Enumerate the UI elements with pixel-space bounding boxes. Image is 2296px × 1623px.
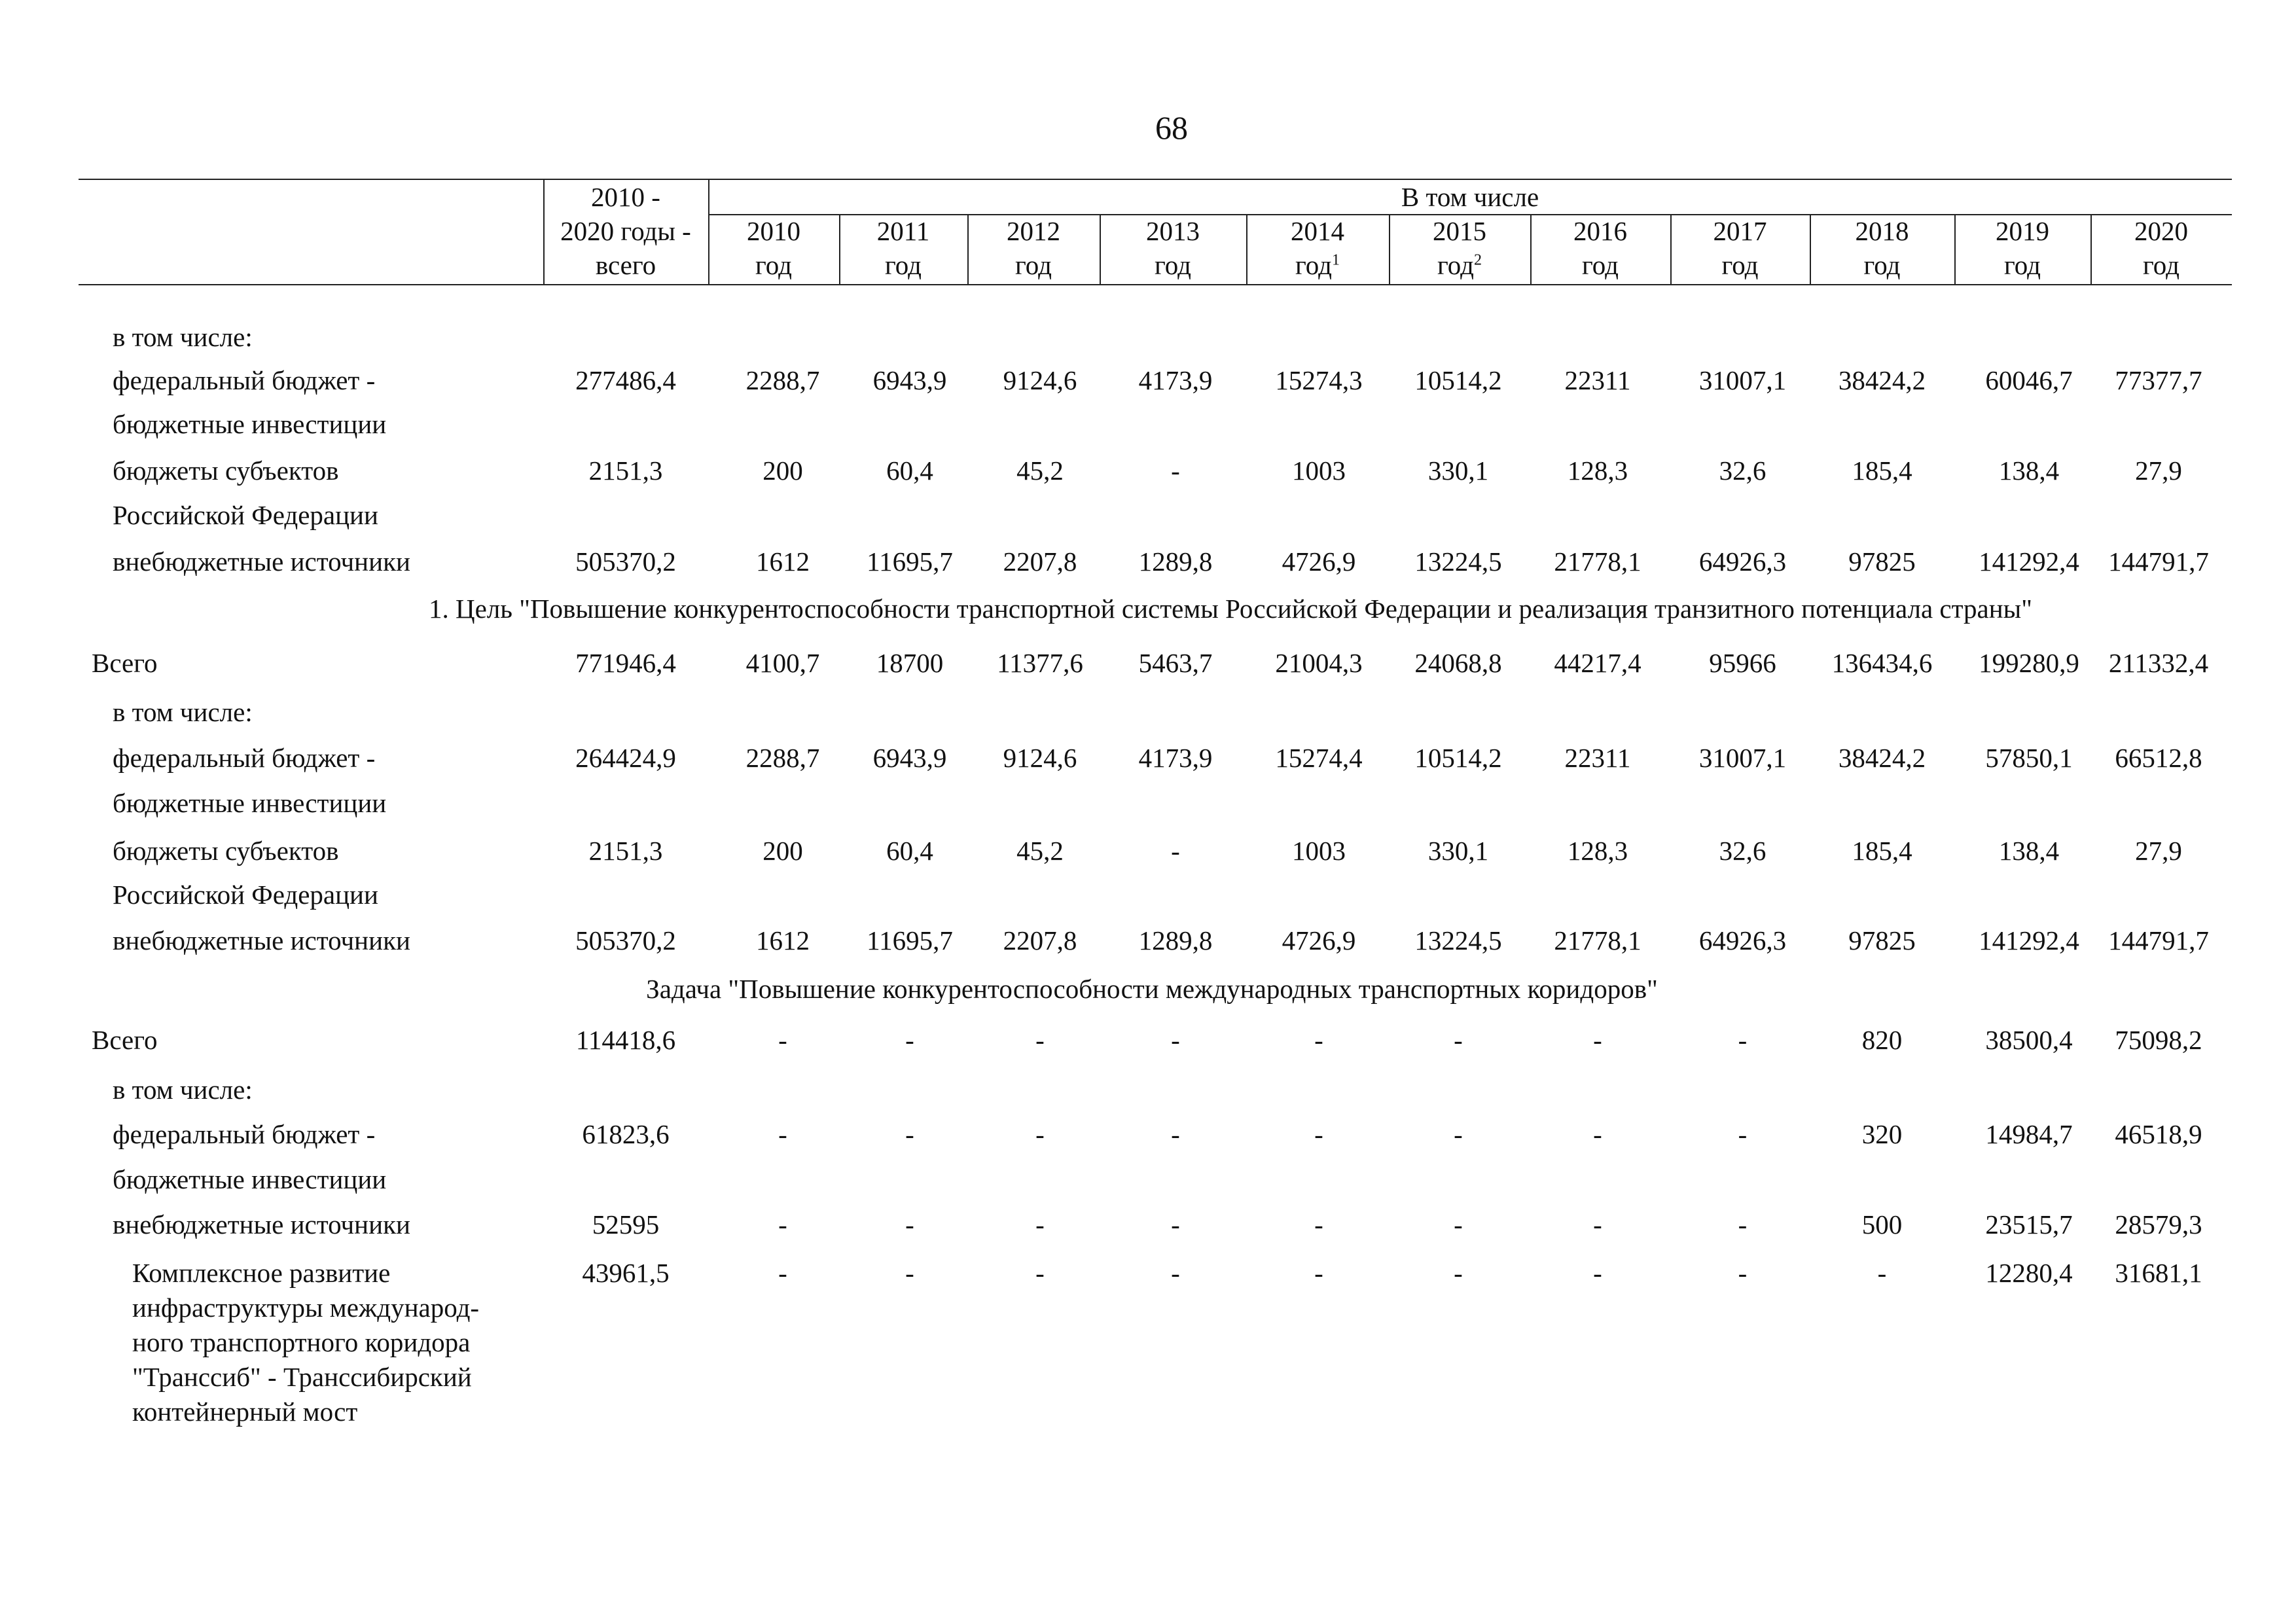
header-year: 2013 — [1146, 216, 1200, 246]
header-year: 2011 — [876, 216, 930, 246]
row-label: бюджетные инвестиции — [113, 788, 387, 818]
row-label: федеральный бюджет - — [113, 743, 376, 773]
row-label: федеральный бюджет - — [113, 365, 376, 395]
table-cell: - — [1171, 836, 1180, 866]
table-cell: 2288,7 — [745, 365, 820, 395]
header-year-unit-text: год — [1295, 250, 1332, 280]
table-cell: - — [1593, 1258, 1602, 1288]
header-year-unit-text: год — [2143, 250, 2179, 280]
header-year-unit-text: год — [1437, 250, 1474, 280]
table-cell: 45,2 — [1016, 455, 1064, 486]
table-cell: - — [778, 1209, 787, 1240]
header-year-unit — [1530, 249, 1670, 281]
row-label: Российской Федерации — [113, 500, 378, 530]
table-cell: 24068,8 — [1414, 648, 1502, 678]
header-group-label: В том числе — [1401, 182, 1539, 212]
header-year-unit — [839, 249, 967, 281]
footnote-marker: 1 — [1331, 251, 1340, 269]
table-cell: 1289,8 — [1138, 925, 1213, 955]
header-year: 2017 — [1713, 216, 1767, 246]
header-bottom-rule — [79, 284, 2232, 285]
table-cell: 31007,1 — [1698, 743, 1787, 773]
table-cell: - — [905, 1119, 914, 1149]
header-year: 2016 — [1573, 216, 1627, 246]
table-cell: - — [1035, 1119, 1045, 1149]
table-cell: 60,4 — [886, 836, 933, 866]
header-year-unit — [1246, 249, 1389, 281]
table-cell: - — [905, 1025, 914, 1055]
table-cell: 211332,4 — [2108, 648, 2209, 678]
table-cell: 14984,7 — [1985, 1119, 2073, 1149]
header-year-unit — [708, 249, 839, 281]
table-cell: 500 — [1861, 1209, 1903, 1240]
table-cell: 1289,8 — [1138, 546, 1213, 577]
table-cell: - — [1171, 455, 1180, 486]
row-label: бюджеты субъектов — [113, 455, 339, 486]
header-year-unit-text: год — [885, 250, 922, 280]
table-cell: - — [1314, 1209, 1323, 1240]
row-label: внебюджетные источники — [113, 546, 410, 577]
table-cell: 11695,7 — [867, 925, 953, 955]
header-year: 2020 — [2134, 216, 2188, 246]
table-cell: 45,2 — [1016, 836, 1064, 866]
table-cell: 21004,3 — [1275, 648, 1363, 678]
table-cell: 43961,5 — [582, 1258, 670, 1288]
project-label: Комплексное развитие инфраструктуры международ- ного транспортного коридора "Транссиб" - Транссибирский контейнерный мост — [132, 1258, 480, 1427]
table-cell: 4100,7 — [745, 648, 820, 678]
table-cell: 505370,2 — [575, 925, 676, 955]
table-cell: 144791,7 — [2108, 546, 2209, 577]
table-cell: 9124,6 — [1003, 743, 1077, 773]
table-cell: 38500,4 — [1985, 1025, 2073, 1055]
table-cell: 6943,9 — [872, 365, 947, 395]
table-cell: 2151,3 — [588, 836, 663, 866]
table-cell: 320 — [1861, 1119, 1903, 1149]
table-cell: 21778,1 — [1554, 925, 1641, 955]
header-year-unit — [2090, 249, 2232, 281]
table-cell: 2207,8 — [1003, 546, 1077, 577]
table-cell: 771946,4 — [575, 648, 676, 678]
table-cell: - — [1035, 1209, 1045, 1240]
table-cell: 31007,1 — [1698, 365, 1787, 395]
footnote-marker: 2 — [1473, 251, 1482, 269]
row-label: федеральный бюджет - — [113, 1119, 376, 1149]
table-cell: 28579,3 — [2115, 1209, 2202, 1240]
table-cell: 46518,9 — [2115, 1119, 2202, 1149]
table-cell: 21778,1 — [1554, 546, 1641, 577]
table-cell: 52595 — [592, 1209, 660, 1240]
header-year: 2010 — [747, 216, 800, 246]
table-cell: 27,9 — [2135, 836, 2182, 866]
table-cell: 264424,9 — [575, 743, 676, 773]
table-cell: - — [1454, 1119, 1463, 1149]
row-label: бюджетные инвестиции — [113, 1164, 387, 1194]
table-cell: 128,3 — [1567, 836, 1628, 866]
table-cell: 199280,9 — [1979, 648, 2079, 678]
table-cell: 9124,6 — [1003, 365, 1077, 395]
table-cell: 12280,4 — [1985, 1258, 2073, 1288]
table-cell: 11695,7 — [867, 546, 953, 577]
table-cell: - — [1035, 1258, 1045, 1288]
table-cell: 23515,7 — [1985, 1209, 2073, 1240]
page-number: 68 — [1155, 109, 1188, 146]
table-cell: 1612 — [756, 925, 810, 955]
row-label: Всего — [92, 648, 158, 678]
table-cell: 277486,4 — [575, 365, 676, 395]
table-cell: 60,4 — [886, 455, 933, 486]
table-cell: 75098,2 — [2115, 1025, 2202, 1055]
table-cell: 128,3 — [1567, 455, 1628, 486]
section-heading: 1. Цель "Повышение конкурентоспособности транспортной системы Российской Федерации и реализация транзитного потенциала страны" — [429, 594, 2032, 624]
header-year-unit-text: год — [2004, 250, 2041, 280]
table-cell: 31681,1 — [2115, 1258, 2202, 1288]
table-cell: - — [778, 1025, 787, 1055]
table-cell: - — [1171, 1209, 1180, 1240]
row-label: в том числе: — [113, 322, 253, 352]
table-cell: - — [1314, 1119, 1323, 1149]
table-cell: - — [1171, 1025, 1180, 1055]
table-cell: 2151,3 — [588, 455, 663, 486]
table-cell: 185,4 — [1852, 455, 1912, 486]
table-cell: 95966 — [1709, 648, 1776, 678]
table-cell: 505370,2 — [575, 546, 676, 577]
row-label: в том числе: — [113, 1075, 253, 1105]
table-cell: - — [1593, 1209, 1602, 1240]
table-cell: - — [1738, 1258, 1748, 1288]
table-cell: 15274,4 — [1275, 743, 1363, 773]
header-year-unit-text: год — [1863, 250, 1901, 280]
table-cell: 97825 — [1848, 546, 1916, 577]
table-cell: - — [1171, 1119, 1180, 1149]
table-cell: 2288,7 — [745, 743, 820, 773]
table-cell: - — [1314, 1025, 1323, 1055]
header-year-unit — [1810, 249, 1954, 281]
table-cell: 10514,2 — [1414, 743, 1502, 773]
table-cell: 77377,7 — [2115, 365, 2202, 395]
header-top-rule — [79, 179, 2232, 180]
table-cell: 820 — [1861, 1025, 1903, 1055]
header-year: 2019 — [1996, 216, 2049, 246]
table-cell: 32,6 — [1719, 836, 1767, 866]
table-cell: 330,1 — [1427, 836, 1489, 866]
table-cell: - — [1877, 1258, 1887, 1288]
table-cell: - — [1454, 1258, 1463, 1288]
row-label: бюджеты субъектов — [113, 836, 339, 866]
header-year-unit-text: год — [1015, 250, 1052, 280]
table-cell: 4726,9 — [1282, 546, 1356, 577]
table-cell: 144791,7 — [2108, 925, 2209, 955]
table-cell: 185,4 — [1852, 836, 1912, 866]
table-cell: 4173,9 — [1138, 743, 1213, 773]
header-year: 2014 — [1291, 216, 1344, 246]
row-label: Российской Федерации — [113, 880, 378, 910]
table-cell: 136434,6 — [1831, 648, 1933, 678]
table-cell: - — [778, 1258, 787, 1288]
table-cell: - — [1738, 1209, 1748, 1240]
header-year-unit-text: год — [755, 250, 792, 280]
table-cell: - — [1738, 1119, 1748, 1149]
table-cell: 1003 — [1292, 455, 1346, 486]
table-cell: 44217,4 — [1554, 648, 1641, 678]
section-heading: Задача "Повышение конкурентоспособности международных транспортных коридоров" — [646, 974, 1658, 1004]
table-cell: 66512,8 — [2115, 743, 2202, 773]
header-total-line: 2010 - — [591, 182, 660, 212]
table-cell: 11377,6 — [997, 648, 1083, 678]
table-cell: - — [1314, 1258, 1323, 1288]
header-total-line: всего — [595, 250, 656, 280]
row-label: внебюджетные источники — [113, 1209, 410, 1240]
header-year: 2018 — [1855, 216, 1909, 246]
table-cell: - — [905, 1209, 914, 1240]
table-cell: 141292,4 — [1979, 925, 2079, 955]
row-label: внебюджетные источники — [113, 925, 410, 955]
header-year: 2015 — [1433, 216, 1486, 246]
header-year-unit — [1389, 249, 1530, 281]
table-cell: 141292,4 — [1979, 546, 2079, 577]
table-cell: 32,6 — [1719, 455, 1767, 486]
table-cell: 330,1 — [1427, 455, 1489, 486]
table-cell: 200 — [762, 455, 803, 486]
table-cell: 200 — [762, 836, 803, 866]
table-cell: 18700 — [876, 648, 944, 678]
row-label: Всего — [92, 1025, 158, 1055]
table-cell: - — [778, 1119, 787, 1149]
table-cell: 38424,2 — [1838, 743, 1926, 773]
table-cell: 6943,9 — [872, 743, 947, 773]
header-year-unit-text: год — [1155, 250, 1191, 280]
table-cell: - — [1171, 1258, 1180, 1288]
header-year-unit-text: год — [1582, 250, 1619, 280]
header-year: 2012 — [1007, 216, 1060, 246]
row-label: бюджетные инвестиции — [113, 409, 387, 439]
table-cell: 15274,3 — [1275, 365, 1363, 395]
table-cell: 2207,8 — [1003, 925, 1077, 955]
table-cell: - — [1593, 1119, 1602, 1149]
table-cell: 64926,3 — [1698, 546, 1787, 577]
table-cell: - — [1593, 1025, 1602, 1055]
table-cell: 114418,6 — [575, 1025, 676, 1055]
table-cell: 138,4 — [1998, 836, 2060, 866]
table-cell: - — [1738, 1025, 1748, 1055]
header-total-line: 2020 годы - — [560, 216, 691, 246]
header-year-unit — [967, 249, 1100, 281]
row-label: в том числе: — [113, 697, 253, 727]
table-cell: - — [905, 1258, 914, 1288]
header-year-unit — [1954, 249, 2090, 281]
table-cell: 57850,1 — [1985, 743, 2073, 773]
header-year-unit-text: год — [1721, 250, 1759, 280]
table-cell: 1003 — [1292, 836, 1346, 866]
table-cell: 22311 — [1564, 743, 1631, 773]
table-cell: - — [1454, 1025, 1463, 1055]
table-cell: 61823,6 — [582, 1119, 670, 1149]
table-cell: 10514,2 — [1414, 365, 1502, 395]
table-cell: 60046,7 — [1985, 365, 2073, 395]
header-year-unit — [1670, 249, 1810, 281]
table-cell: - — [1454, 1209, 1463, 1240]
table-cell: - — [1035, 1025, 1045, 1055]
table-cell: 13224,5 — [1414, 546, 1502, 577]
table-cell: 138,4 — [1998, 455, 2060, 486]
table-cell: 1612 — [756, 546, 810, 577]
table-cell: 13224,5 — [1414, 925, 1502, 955]
header-year-unit — [1100, 249, 1246, 281]
table-cell: 27,9 — [2135, 455, 2182, 486]
table-cell: 38424,2 — [1838, 365, 1926, 395]
table-cell: 97825 — [1848, 925, 1916, 955]
table-cell: 5463,7 — [1138, 648, 1213, 678]
table-cell: 22311 — [1564, 365, 1631, 395]
table-cell: 4173,9 — [1138, 365, 1213, 395]
table-cell: 64926,3 — [1698, 925, 1787, 955]
table-cell: 4726,9 — [1282, 925, 1356, 955]
